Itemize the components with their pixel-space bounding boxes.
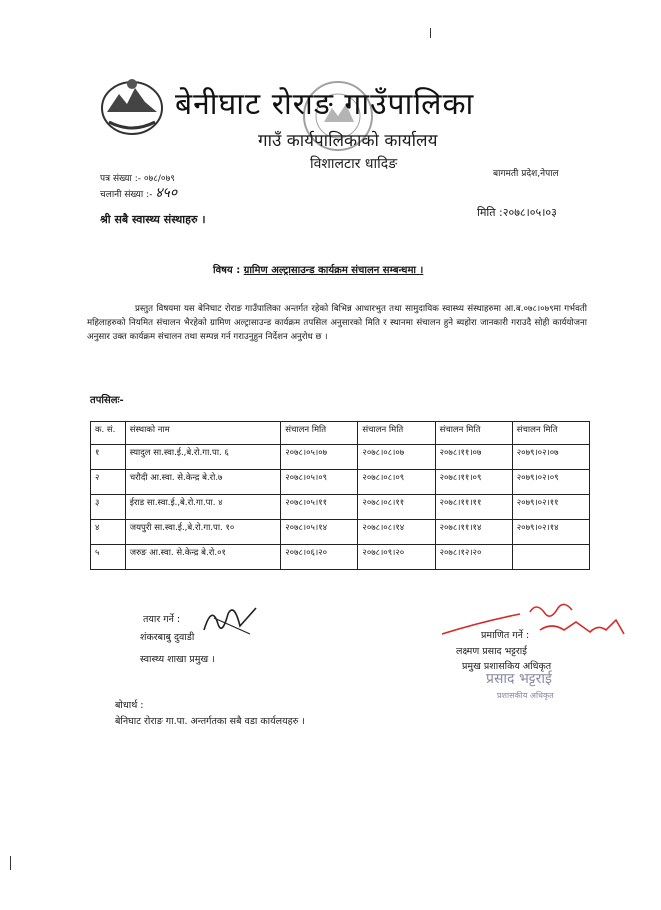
header-cell: संचालन मिति xyxy=(435,422,512,445)
prepared-by-name: शंकरबाबु दुवाडी xyxy=(140,632,195,643)
certified-by-name: लक्ष्मण प्रसाद भट्टराई xyxy=(456,646,527,657)
signature-icon xyxy=(200,600,260,640)
table-cell: २०७८।०९।२० xyxy=(358,545,435,570)
table-row xyxy=(91,495,590,520)
org-name: बेनीघाट रोराङ गाउँपालिका xyxy=(175,87,475,122)
table-cell: २०७८।०५।०९ xyxy=(281,470,358,495)
dispatch-number-label: चलानी संख्या :- xyxy=(100,190,153,200)
body-paragraph xyxy=(87,302,587,344)
stamp-name: प्रसाद भट्टराई xyxy=(486,671,552,687)
certified-by-label: प्रमाणित गर्ने : xyxy=(481,630,530,641)
table-cell: २ xyxy=(91,470,126,495)
scan-mark xyxy=(10,856,11,870)
date-value: २०७८।०५।०३ xyxy=(502,206,557,219)
table-header-row xyxy=(91,422,590,445)
header-cell: क. सं. xyxy=(91,422,126,445)
table-cell: २०७८।०८।०७ xyxy=(358,445,435,470)
table-cell: १ xyxy=(91,445,126,470)
letter-date xyxy=(477,205,557,220)
table-cell: २०७९।०२।१४ xyxy=(512,520,589,545)
header-cell: संस्थाको नाम xyxy=(125,422,280,445)
table-cell: २०७८।०६।२० xyxy=(281,545,358,570)
date-label: मिति : xyxy=(477,206,503,219)
prepared-by-title: स्वास्थ्य शाखा प्रमुख । xyxy=(140,654,215,665)
table-cell: २०७८।०८।१४ xyxy=(358,520,435,545)
cc-label: बोधार्थ : xyxy=(115,700,144,711)
subject-label: विषय : xyxy=(213,265,241,276)
body-text: प्रस्तुत विषयमा यस बेनिघाट रोराङ गाउँपालिका अन्तर्गत रहेको बिभिन्न आधारभुत तथा सामुदायिक स्वास्थ्य संस्थाहरुमा आ.ब.०७८।०७९मा गर्भवती महिलाहरुको नियमित संचालन भैरहेको ग्रामिण अल्ट्रासाउन्ड कार्यक्रम तपसिल अनुसारको मिति र स्थानमा संचालन हुने ब्यहोरा जानकारी गराउदै सोही कार्ययोजना अनुसार उक्त कार्यक्रम संचालन तथा सम्पन्न गर्न गराउनुहुन निर्देशन अनुरोध छ । xyxy=(87,304,587,342)
prepared-by-label: तयार गर्ने : xyxy=(143,614,181,625)
table-cell: ४ xyxy=(91,520,126,545)
office-name: गाउँ कार्यपालिकाको कार्यालय xyxy=(258,131,438,151)
table-cell: २०७८।०८।११ xyxy=(358,495,435,520)
stamp-title: प्रशासकीय अधिकृत xyxy=(497,691,554,700)
table-cell: जयपुरी सा.स्वा.ई.,बे.रो.गा.पा. १० xyxy=(125,520,280,545)
table-row xyxy=(91,545,590,570)
table-cell: ईराड सा.स्वा.ई.,बे.रो.गा.पा. ४ xyxy=(125,495,280,520)
subject xyxy=(213,262,423,276)
table-cell: २०७९।०२।०७ xyxy=(512,445,589,470)
recipient: श्री सबै स्वास्थ्य संस्थाहरु । xyxy=(100,213,206,226)
table-cell: २०७८।०८।०९ xyxy=(358,470,435,495)
table-cell: २०७८।१२।२० xyxy=(435,545,512,570)
table-cell: २०७९।०२।०९ xyxy=(512,470,589,495)
table-row xyxy=(91,470,590,495)
table-row xyxy=(91,445,590,470)
table-cell: ३ xyxy=(91,495,126,520)
letter-number: पत्र संख्या :- ०७८/०७९ xyxy=(100,174,175,184)
table-cell: २०७८।०५।११ xyxy=(281,495,358,520)
header-cell: संचालन मिति xyxy=(358,422,435,445)
scan-mark xyxy=(430,28,431,38)
office-address: विशालटार धादिङ xyxy=(310,156,398,172)
table-cell xyxy=(512,545,589,570)
cc-text: बेनिघाट रोराङ गा.पा. अन्तर्गतका सबै वडा कार्यलयहरु । xyxy=(115,716,305,727)
table-row xyxy=(91,520,590,545)
certified-by-title: प्रमुख प्रशासकिय अधिकृत xyxy=(462,661,552,672)
table-cell: २०७८।११।०९ xyxy=(435,470,512,495)
dispatch-number xyxy=(100,183,177,202)
table-cell: २०७८।०५।०७ xyxy=(281,445,358,470)
schedule-table xyxy=(90,421,590,570)
table-cell: जरुङ आ.स्वा. से.केन्द्र बे.रो.०१ xyxy=(125,545,280,570)
table-cell: २०७८।११।०७ xyxy=(435,445,512,470)
table-cell: २०७८।११।१४ xyxy=(435,520,512,545)
table-cell: ५ xyxy=(91,545,126,570)
subject-text: ग्रामिण अल्ट्रासाउन्ड कार्यक्रम संचालन सम्बन्धमा । xyxy=(243,265,424,276)
table-cell: चरौदी आ.स्वा. से.केन्द्र बे.रो.७ xyxy=(125,470,280,495)
government-emblem-icon xyxy=(95,72,169,138)
table-cell: २०७९।०२।११ xyxy=(512,495,589,520)
table-cell: २०७८।११।११ xyxy=(435,495,512,520)
table-cell: २०७८।०५।१४ xyxy=(281,520,358,545)
schedule-label: तपसिलः- xyxy=(90,395,124,406)
province: बागमती प्रदेश,नेपाल xyxy=(493,169,559,179)
red-ink-signature-icon xyxy=(440,600,630,650)
dispatch-number-value: ४५० xyxy=(155,185,178,201)
header-cell: संचालन मिति xyxy=(281,422,358,445)
header-cell: संचालन मिति xyxy=(512,422,589,445)
table-cell: स्यादुल सा.स्वा.ई.,बे.रो.गा.पा. ६ xyxy=(125,445,280,470)
